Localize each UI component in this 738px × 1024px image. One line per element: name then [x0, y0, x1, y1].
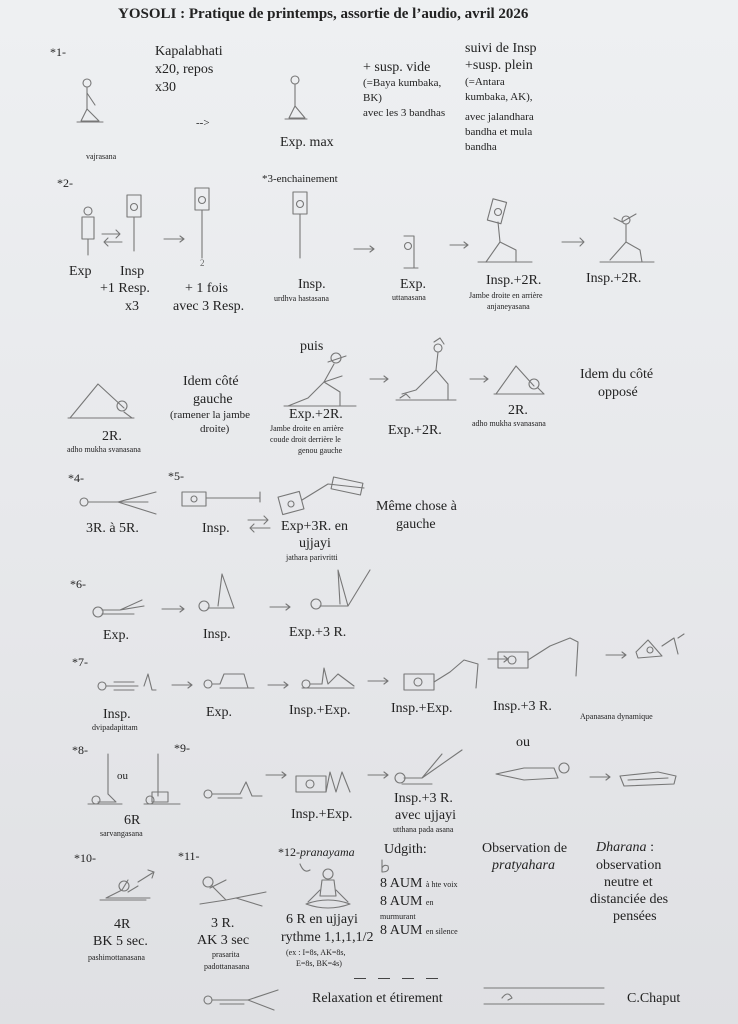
uttanasana-label: uttanasana — [392, 293, 426, 302]
step-2-resp: +1 Resp. — [100, 281, 150, 296]
aum-line-2 — [380, 893, 433, 910]
twist-note-line2: coude droit derrière le — [270, 435, 341, 444]
susp-vide-line3: BK) — [363, 92, 382, 104]
step-3-arrow-1 — [352, 244, 378, 254]
step-7-insp: Insp. — [103, 707, 131, 722]
step-12-number — [278, 844, 355, 861]
adho-mukha-label-2: adho mukha svanasana — [472, 419, 546, 428]
step-8-6r: 6R — [124, 813, 141, 828]
step-6-exp-3r: Exp.+3 R. — [289, 625, 347, 640]
step-3-arrow-4 — [368, 374, 392, 384]
pashimottanasana-label: pashimottanasana — [88, 953, 145, 962]
adho-mukha-label-1: adho mukha svanasana — [67, 445, 141, 454]
step-3-arrow-5 — [468, 374, 492, 384]
jambe-droite-note: Jambe droite en arrière — [469, 291, 543, 300]
step-11-ak: AK 3 sec — [197, 933, 250, 948]
observation-line1: Observation de — [482, 841, 568, 856]
step-7-exp: Exp. — [206, 705, 233, 720]
step-5-exchange-arrows — [246, 514, 272, 534]
step-3-2r-b: 2R. — [508, 403, 528, 418]
step-2-number: *2- — [57, 176, 73, 190]
step-3-arrow-3 — [560, 236, 588, 248]
jathara-parivritti-label: jathara parivritti — [286, 553, 338, 562]
step-2-arrow — [162, 234, 188, 244]
aum-1-note: à hte voix — [425, 880, 458, 889]
dharana-colon: : — [646, 840, 654, 855]
susp-vide-label: + susp. vide — [363, 60, 431, 75]
urdhva-hastasana-label: urdhva hastasana — [274, 294, 329, 303]
step-7-arrow-2 — [266, 680, 292, 690]
divider-dash-2 — [378, 978, 390, 979]
step-9-figure-1 — [202, 778, 264, 804]
adho-mukha-figure-1 — [68, 378, 136, 420]
relaxation-label: Relaxation et étirement — [312, 991, 443, 1006]
kapalabhati-repeat: x30 — [155, 80, 176, 95]
apanasana-figure — [634, 632, 690, 666]
step-3-title: *3-enchainement — [262, 173, 338, 185]
aum-line-1 — [380, 875, 457, 892]
dvipadapittam-figure-2 — [200, 668, 256, 692]
sarvangasana-label: sarvangasana — [100, 829, 143, 838]
step-6-arrow-1 — [160, 604, 188, 614]
vajrasana-figure — [75, 75, 105, 127]
divider-dash-3 — [402, 978, 414, 979]
step-6-insp: Insp. — [203, 627, 231, 642]
step-7-insp-exp-2: Insp.+Exp. — [391, 701, 453, 716]
step-5-insp: Insp. — [202, 521, 230, 536]
puis-label: puis — [300, 339, 324, 354]
step-12-example-2: E=8s, BK=4s) — [296, 959, 342, 968]
utthana-pada-asana-label: utthana pada asana — [393, 825, 454, 834]
dharana-line1 — [596, 839, 654, 856]
step-10-number: *10- — [74, 851, 96, 865]
lying-figure-alt-1 — [494, 760, 584, 784]
step-12-num-text: *12- — [278, 845, 300, 859]
step-9-arrow-3 — [588, 772, 614, 782]
idem-cote-line2: gauche — [193, 392, 233, 407]
susp-plein-line2: +susp. plein — [465, 58, 533, 73]
step-3-insp: Insp. — [298, 277, 326, 292]
pratyahara-label: pratyahara — [492, 858, 555, 873]
step-6-exp: Exp. — [103, 628, 130, 643]
dharana-line4: distanciée des — [590, 892, 669, 907]
vajrasana-label: vajrasana — [86, 152, 117, 161]
susp-plein-line6: bandha et mula — [465, 126, 533, 138]
adho-mukha-figure-2 — [494, 362, 546, 396]
pashimottanasana-figure — [98, 866, 160, 906]
page-title: YOSOLI : Pratique de printemps, assortie de l’audio, avril 2026 — [118, 6, 529, 22]
aum-1: 8 AUM — [380, 876, 423, 891]
step-9-figure-2 — [294, 766, 358, 796]
step-3-exp-2r-b: Exp.+2R. — [388, 423, 442, 438]
aum-2-note: en — [425, 898, 434, 907]
step-3-exp: Exp. — [400, 277, 427, 292]
pranayama-label: pranayama — [300, 845, 355, 859]
susp-vide-line4: avec les 3 bandhas — [363, 107, 446, 119]
step-5-exp-line2: ujjayi — [299, 536, 331, 551]
idem-oppose-line2: opposé — [598, 385, 638, 400]
step-3-insp-2r: Insp.+2R. — [486, 273, 542, 288]
step-2-insp: Insp — [120, 264, 145, 279]
step-7-figure-3 — [298, 664, 358, 694]
seated-breath-figure — [283, 72, 309, 124]
meme-chose-line1: Même chose à — [376, 499, 457, 514]
step-7-number: *7- — [72, 655, 88, 669]
exp-max-label: Exp. max — [280, 135, 334, 150]
lying-arms-out-figure — [180, 488, 262, 508]
step-12-rythme: rythme 1,1,1,1/2 — [281, 930, 374, 945]
step-7-arrow-5 — [604, 650, 630, 660]
twist-note-line1: Jambe droite en arrière — [270, 424, 344, 433]
step-7-ou: ou — [516, 735, 530, 750]
step-1-number: *1- — [50, 45, 66, 59]
step-9-number: *9- — [174, 741, 190, 755]
aum-2-note-b: murmurant — [380, 912, 416, 921]
standing-arms-down-figure — [78, 205, 100, 257]
meme-chose-line2: gauche — [396, 517, 436, 532]
step-8-number: *8- — [72, 743, 88, 757]
aum-3-note: en silence — [425, 927, 458, 936]
meditation-figure — [298, 862, 358, 914]
lying-figure-alt-2 — [618, 766, 680, 790]
step-10-bk: BK 5 sec. — [93, 934, 148, 949]
anjaneyasana-figure — [476, 196, 536, 266]
step-6-arrow-2 — [268, 602, 294, 612]
step-3-exp-2r-a: Exp.+2R. — [289, 407, 343, 422]
idem-cote-line1: Idem côté — [183, 374, 239, 389]
lunge-figure — [596, 210, 656, 266]
step-9-ujjayi: avec ujjayi — [395, 808, 457, 823]
step-3-arrow-2 — [448, 240, 472, 250]
idem-cote-line3: (ramener la jambe — [170, 409, 251, 421]
udgith-label: Udgith: — [384, 842, 427, 857]
lying-figure-footer — [482, 984, 606, 1006]
sarvangasana-figure-2 — [142, 752, 182, 808]
step-1-arrow: --> — [196, 117, 210, 129]
step-5-number: *5- — [168, 469, 184, 483]
idem-cote-line4: droite) — [200, 423, 230, 435]
step-12-example-1: (ex : I=8s, AK=8s, — [286, 948, 346, 957]
aum-3: 8 AUM — [380, 923, 423, 938]
prasarita-label: prasarita — [212, 950, 240, 959]
utthana-pada-asana-figure — [388, 748, 468, 788]
kapalabhati-label: Kapalabhati — [155, 44, 223, 59]
step-3-2r-a: 2R. — [102, 429, 122, 444]
twisted-lunge-figure — [284, 348, 360, 410]
standing-arms-up-figure — [124, 193, 146, 253]
susp-plein-line1: suivi de Insp — [465, 41, 537, 56]
step-2-once: + 1 fois — [185, 281, 228, 296]
step-9-insp-exp: Insp.+Exp. — [291, 807, 353, 822]
step-11-number: *11- — [178, 849, 200, 863]
divider-dash-1 — [354, 978, 366, 979]
dvipadapittam-figure-1 — [94, 670, 158, 694]
step-7-arrow-1 — [170, 680, 196, 690]
kapalabhati-count: x20, repos — [155, 62, 214, 77]
susp-plein-line3: (=Antara — [465, 76, 505, 88]
susp-plein-line7: bandha — [465, 141, 497, 153]
apanasana-label: Apanasana dynamique — [580, 712, 653, 721]
susp-vide-line2: (=Baya kumbaka, — [363, 77, 442, 89]
step-4-label: 3R. à 5R. — [86, 521, 139, 536]
twisted-lunge-figure-2 — [396, 336, 458, 406]
jathara-parivritti-figure — [278, 478, 368, 518]
lying-figure-step4 — [78, 488, 158, 516]
step-7-arrow-3 — [366, 676, 392, 686]
prasarita-padottanasana-figure — [196, 868, 272, 910]
padottanasana-label: padottanasana — [204, 962, 250, 971]
step-2-exp: Exp — [69, 264, 92, 279]
step-9-insp-3r: Insp.+3 R. — [394, 791, 453, 806]
uttanasana-figure — [398, 232, 424, 272]
step-6-figure-1 — [90, 592, 148, 620]
standing-arms-up-figure-2 — [192, 186, 214, 266]
divider-dash-4 — [426, 978, 438, 979]
step-12-6r-ujjayi: 6 R en ujjayi — [286, 912, 358, 927]
step-6-figure-2 — [196, 570, 240, 616]
step-6-number: *6- — [70, 577, 86, 591]
relaxation-figure — [200, 988, 280, 1014]
step-4-number: *4- — [68, 471, 84, 485]
susp-plein-line4: kumbaka, AK), — [465, 91, 533, 103]
step-7-insp-exp-1: Insp.+Exp. — [289, 703, 351, 718]
susp-plein-line5: avec jalandhara — [465, 111, 534, 123]
step-7-insp-3r: Insp.+3 R. — [493, 699, 552, 714]
step-7-figure-5 — [496, 634, 586, 680]
step-2-times: x3 — [125, 299, 139, 314]
aum-line-3 — [380, 922, 458, 939]
dharana-line2: observation — [596, 858, 662, 873]
step-6-figure-3 — [308, 566, 374, 614]
twist-note-line3: genou gauche — [298, 446, 343, 455]
dvipadapittam-label: dvipadapittam — [92, 723, 138, 732]
author-signature: C.Chaput — [627, 991, 681, 1006]
step-5-exp-line1: Exp+3R. en — [281, 519, 348, 534]
dharana-word: Dharana — [596, 840, 647, 855]
step-11-3r: 3 R. — [211, 916, 235, 931]
urdhva-hastasana-figure — [290, 190, 314, 260]
udgith-mark — [378, 858, 398, 876]
exchange-arrows — [100, 228, 124, 248]
svg-text:2: 2 — [200, 258, 205, 268]
anjaneyasana-label: anjaneyasana — [487, 302, 530, 311]
step-10-4r: 4R — [114, 917, 131, 932]
dharana-line5: pensées — [613, 909, 657, 924]
dharana-line3: neutre et — [604, 875, 653, 890]
aum-2: 8 AUM — [380, 894, 423, 909]
step-7-figure-4 — [402, 654, 482, 694]
step-8-ou: ou — [117, 770, 128, 782]
step-3-insp-2r-b: Insp.+2R. — [586, 271, 642, 286]
step-9-arrow-1 — [264, 770, 290, 780]
step-2-three-resp: avec 3 Resp. — [173, 299, 245, 314]
idem-oppose-line1: Idem du côté — [580, 367, 654, 382]
